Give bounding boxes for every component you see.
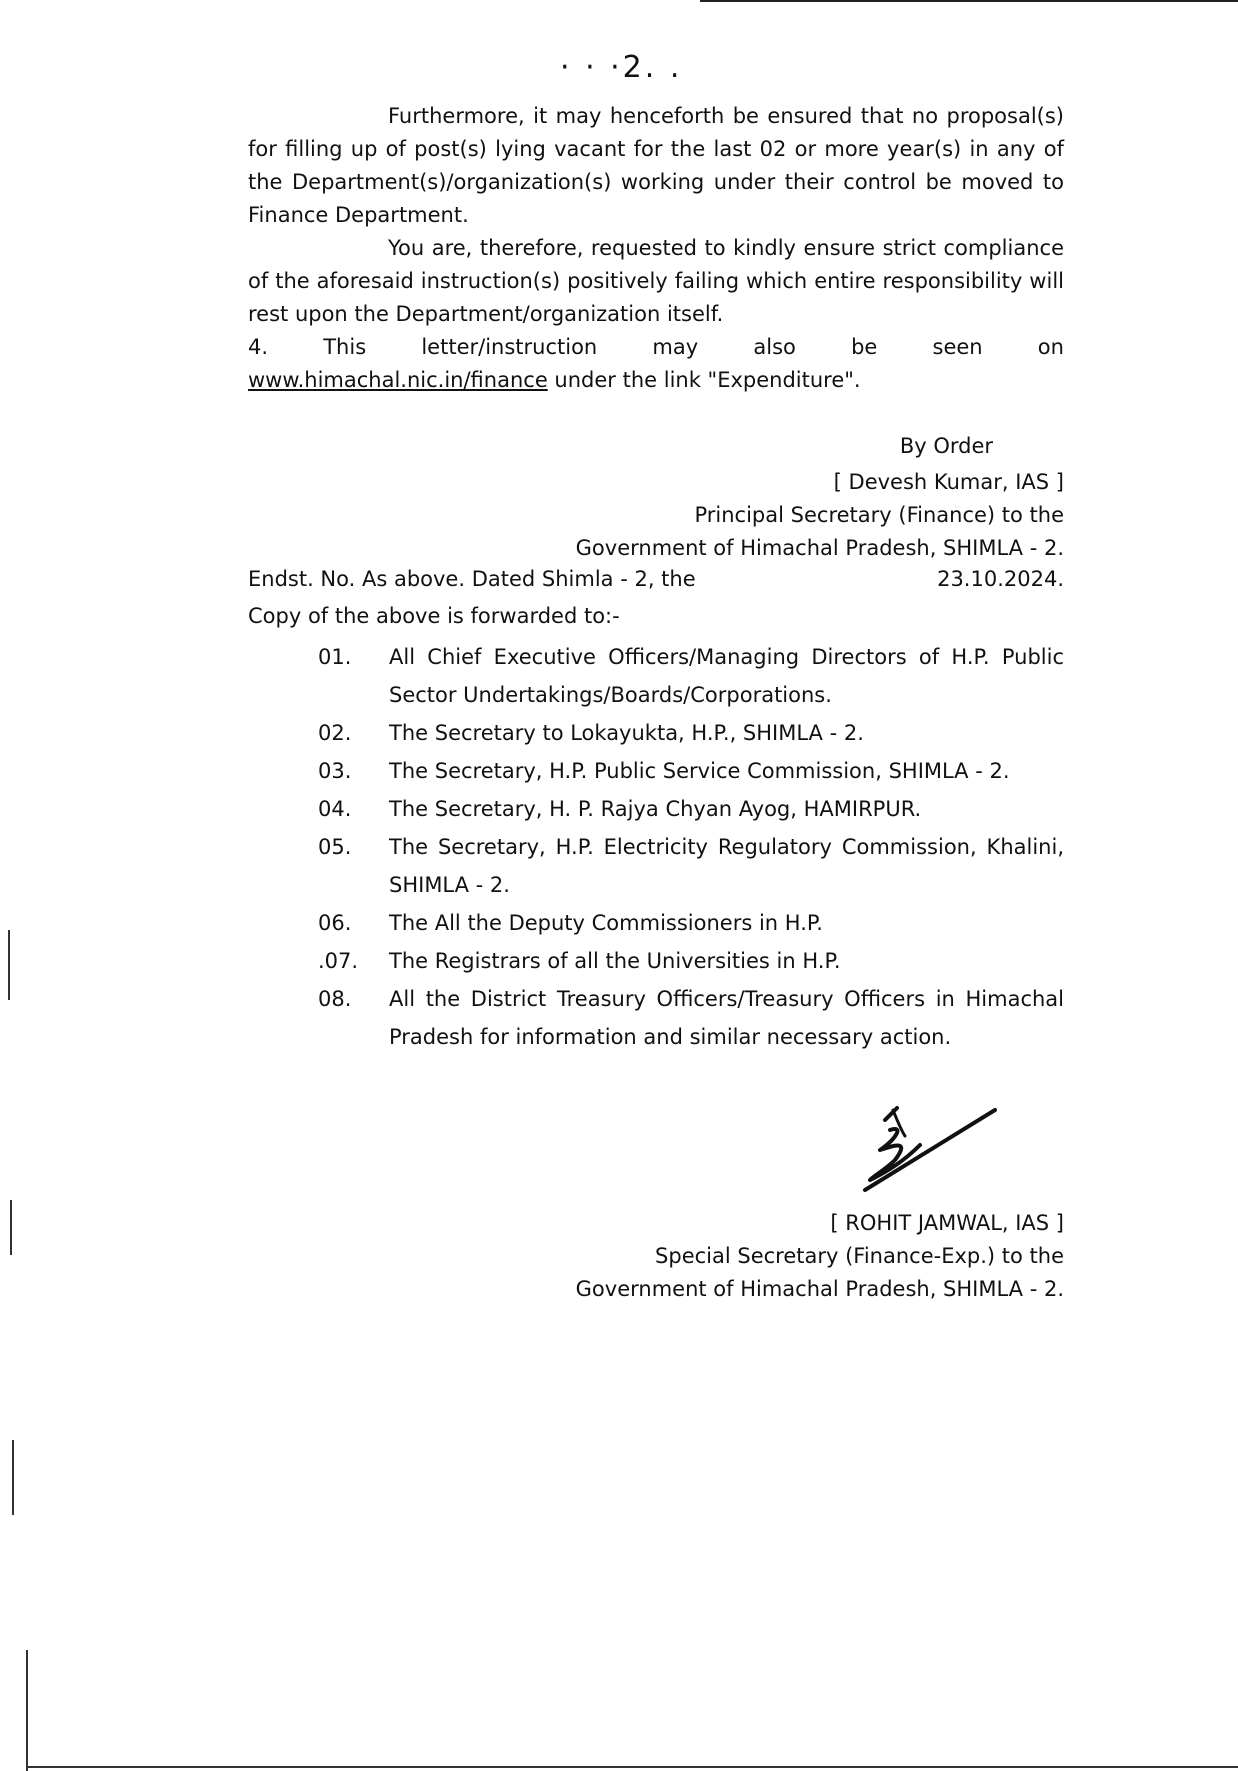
finance-link[interactable]: www.himachal.nic.in/finance [248,368,548,392]
list-item-text: The Secretary to Lokayukta, H.P., SHIMLA - 2. [389,721,864,745]
signatory-2-name: [ ROHIT JAMWAL, IAS ] [830,1211,1064,1235]
p4-word: may [652,335,699,359]
signatory-1-designation: Principal Secretary (Finance) to the [694,503,1064,527]
list-item-text: The Secretary, H.P. Public Service Commission, SHIMLA - 2. [389,759,1010,783]
signatory-2-designation: Special Secretary (Finance-Exp.) to the [655,1244,1064,1268]
p4-word: seen [932,335,983,359]
scan-edge-bottom [28,1766,1238,1768]
scan-mark [12,1440,14,1515]
list-item-number: 08. [318,987,352,1011]
by-order: By Order [899,434,993,458]
signatory-2-office: Government of Himachal Pradesh, SHIMLA - 2. [575,1277,1064,1301]
handwritten-signature-icon [835,1100,1000,1200]
signatory-1-name: [ Devesh Kumar, IAS ] [833,470,1064,494]
p4-word: be [851,335,878,359]
scan-edge-top [700,0,1238,2]
list-item-number: 01. [318,645,352,669]
list-item-number: 02. [318,721,352,745]
list-item-number: 05. [318,835,352,859]
p4-word: This [323,335,367,359]
list-item-number: .07. [318,949,359,973]
page-number: · · ·2. . [560,50,683,85]
list-item-text: All Chief Executive Officers/Managing Directors of H.P. Public Sector Undertakings/Boards/Corporations. [389,645,1064,707]
endorsement-date: 23.10.2024. [937,567,1064,591]
list-item-text: The Secretary, H. P. Rajya Chyan Ayog, HAMIRPUR. [389,797,922,821]
paragraph-4-tail: under the link "Expenditure". [547,368,861,392]
list-item-text: The Registrars of all the Universities in H.P. [389,949,841,973]
body-paragraphs [248,100,1064,397]
endorsement-ref: Endst. No. As above. Dated Shimla - 2, the [248,567,696,591]
scan-mark [8,930,10,1000]
list-item [318,638,1064,714]
list-item-number: 03. [318,759,352,783]
list-item [318,752,1064,790]
list-item-text: The All the Deputy Commissioners in H.P. [389,911,823,935]
paragraph-4-number: 4. [248,335,269,359]
p4-word: letter/instruction [421,335,598,359]
list-item-text: The Secretary, H.P. Electricity Regulatory Commission, Khalini, SHIMLA - 2. [389,835,1064,897]
list-item-text: All the District Treasury Officers/Treasury Officers in Himachal Pradesh for information and similar necessary action. [389,987,1064,1049]
list-item-number: 06. [318,911,352,935]
list-item [318,904,1064,942]
list-item [318,828,1064,904]
paragraph-furthermore: Furthermore, it may henceforth be ensured that no proposal(s) for filling up of post(s) lying vacant for the last 02 or more year(s) in any of the Department(s)/organization(s) working under their control be moved to Finance Department. [248,104,1064,227]
p4-word: on [1037,335,1064,359]
paragraph-4-line [248,331,1064,364]
list-item [318,980,1064,1056]
paragraph-4-link-line [248,364,1064,397]
list-item [318,942,1064,980]
recipient-list [318,638,1064,1056]
copy-to-heading: Copy of the above is forwarded to:- [248,604,620,628]
scan-mark [10,1200,12,1255]
signatory-1-office: Government of Himachal Pradesh, SHIMLA - 2. [575,536,1064,560]
list-item-number: 04. [318,797,352,821]
p4-word: also [753,335,796,359]
scan-edge-left [26,1650,28,1771]
list-item [318,714,1064,752]
list-item [318,790,1064,828]
endorsement-line [248,563,1064,596]
paragraph-compliance: You are, therefore, requested to kindly ensure strict compliance of the aforesaid instruction(s) positively failing which entire responsibility will rest upon the Department/organization itself. [248,236,1064,326]
